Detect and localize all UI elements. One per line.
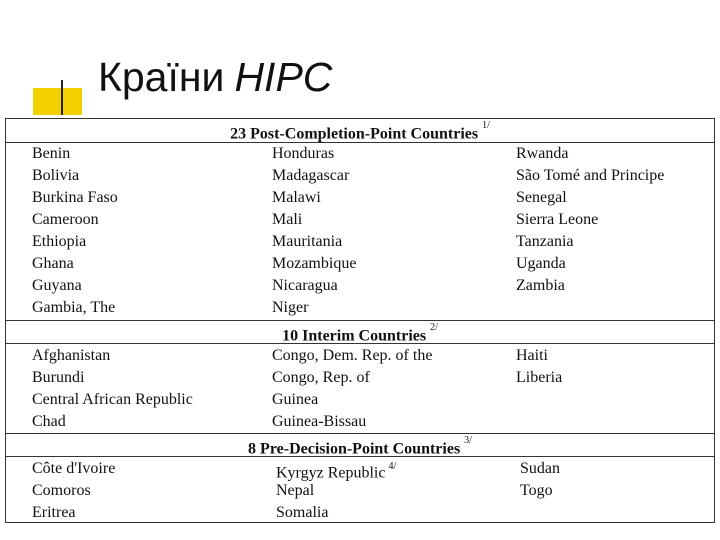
country-name: Afghanistan bbox=[32, 347, 111, 364]
country-name: Mali bbox=[272, 211, 303, 228]
country-name: Honduras bbox=[272, 145, 335, 162]
country-name: Kyrgyz Republic bbox=[276, 464, 386, 482]
country-name: Burkina Faso bbox=[32, 189, 118, 206]
slide-title bbox=[98, 52, 332, 102]
country-name: Sudan bbox=[520, 460, 560, 477]
country-footnote-marker: 4/ bbox=[388, 461, 397, 472]
country-cell bbox=[272, 254, 356, 274]
country-name: Mauritania bbox=[272, 233, 343, 250]
country-name: Zambia bbox=[516, 277, 565, 294]
section-footnote-marker: 2/ bbox=[430, 322, 438, 333]
country-cell bbox=[32, 346, 110, 366]
country-name: Comoros bbox=[32, 482, 91, 499]
country-cell bbox=[276, 503, 328, 523]
country-cell bbox=[272, 166, 349, 186]
country-cell bbox=[32, 481, 91, 501]
country-cell bbox=[32, 210, 99, 230]
country-cell bbox=[32, 166, 79, 186]
country-name: Togo bbox=[520, 482, 553, 499]
country-name: Tanzania bbox=[516, 233, 574, 250]
country-cell bbox=[32, 503, 76, 523]
country-name: Madagascar bbox=[272, 167, 350, 184]
country-name: Bolivia bbox=[32, 167, 80, 184]
country-name: São Tomé and Principe bbox=[516, 167, 665, 184]
country-cell bbox=[32, 412, 66, 432]
country-name: Uganda bbox=[516, 255, 566, 272]
country-cell bbox=[32, 276, 82, 296]
country-name: Guyana bbox=[32, 277, 82, 294]
country-name: Ghana bbox=[32, 255, 74, 272]
country-cell bbox=[272, 144, 334, 164]
country-cell bbox=[276, 481, 314, 501]
country-name: Nepal bbox=[276, 482, 315, 499]
country-name: Congo, Dem. Rep. of the bbox=[272, 347, 433, 364]
slide-title-main: Країни bbox=[98, 54, 225, 100]
slide-title-emphasis: HIPC bbox=[234, 54, 333, 100]
country-cell bbox=[272, 412, 366, 432]
country-cell bbox=[272, 298, 308, 318]
country-name: Benin bbox=[32, 145, 71, 162]
title-accent-line bbox=[61, 80, 63, 115]
section-footnote-marker: 1/ bbox=[482, 120, 490, 131]
country-cell bbox=[272, 232, 342, 252]
country-name: Cameroon bbox=[32, 211, 99, 228]
country-cell bbox=[520, 459, 560, 479]
country-cell bbox=[516, 188, 567, 208]
title-accent-block bbox=[33, 88, 82, 115]
section-header bbox=[6, 320, 714, 344]
section-header bbox=[6, 433, 714, 457]
country-cell bbox=[520, 481, 553, 501]
country-name: Liberia bbox=[516, 369, 563, 386]
country-name: Malawi bbox=[272, 189, 321, 206]
country-name: Côte d'Ivoire bbox=[32, 460, 116, 477]
country-cell bbox=[32, 390, 193, 410]
country-name: Congo, Rep. of bbox=[272, 369, 370, 386]
country-cell bbox=[272, 346, 432, 366]
hipc-country-table bbox=[5, 118, 715, 523]
country-cell bbox=[276, 459, 396, 483]
country-cell bbox=[516, 368, 562, 388]
section-footnote-marker: 3/ bbox=[464, 435, 472, 446]
country-name: Haiti bbox=[516, 347, 548, 364]
country-cell bbox=[516, 276, 565, 296]
country-cell bbox=[516, 144, 568, 164]
country-name: Chad bbox=[32, 413, 66, 430]
country-cell bbox=[32, 144, 70, 164]
country-cell bbox=[516, 166, 664, 186]
country-name: Mozambique bbox=[272, 255, 357, 272]
country-name: Eritrea bbox=[32, 504, 76, 521]
country-cell bbox=[516, 232, 574, 252]
country-cell bbox=[272, 368, 370, 388]
country-cell bbox=[32, 188, 118, 208]
country-name: Burundi bbox=[32, 369, 85, 386]
country-cell bbox=[272, 210, 302, 230]
section-header-text: 10 Interim Countries bbox=[282, 327, 427, 345]
country-name: Sierra Leone bbox=[516, 211, 599, 228]
country-cell bbox=[272, 276, 338, 296]
country-cell bbox=[32, 254, 74, 274]
country-name: Gambia, The bbox=[32, 299, 116, 316]
section-header bbox=[6, 119, 714, 143]
country-name: Guinea bbox=[272, 391, 319, 408]
country-name: Central African Republic bbox=[32, 391, 193, 408]
country-cell bbox=[272, 188, 321, 208]
country-cell bbox=[32, 232, 86, 252]
country-name: Somalia bbox=[276, 504, 329, 521]
country-cell bbox=[516, 346, 548, 366]
country-cell bbox=[32, 459, 115, 479]
country-name: Niger bbox=[272, 299, 309, 316]
country-cell bbox=[32, 298, 115, 318]
country-name: Nicaragua bbox=[272, 277, 338, 294]
section-header-text: 8 Pre-Decision-Point Countries bbox=[248, 440, 461, 458]
country-name: Rwanda bbox=[516, 145, 569, 162]
country-name: Senegal bbox=[516, 189, 567, 206]
country-cell bbox=[516, 254, 566, 274]
country-cell bbox=[516, 210, 598, 230]
country-cell bbox=[32, 368, 84, 388]
section-header-text: 23 Post-Completion-Point Countries bbox=[230, 125, 479, 143]
country-name: Guinea-Bissau bbox=[272, 413, 367, 430]
country-cell bbox=[272, 390, 318, 410]
country-name: Ethiopia bbox=[32, 233, 87, 250]
